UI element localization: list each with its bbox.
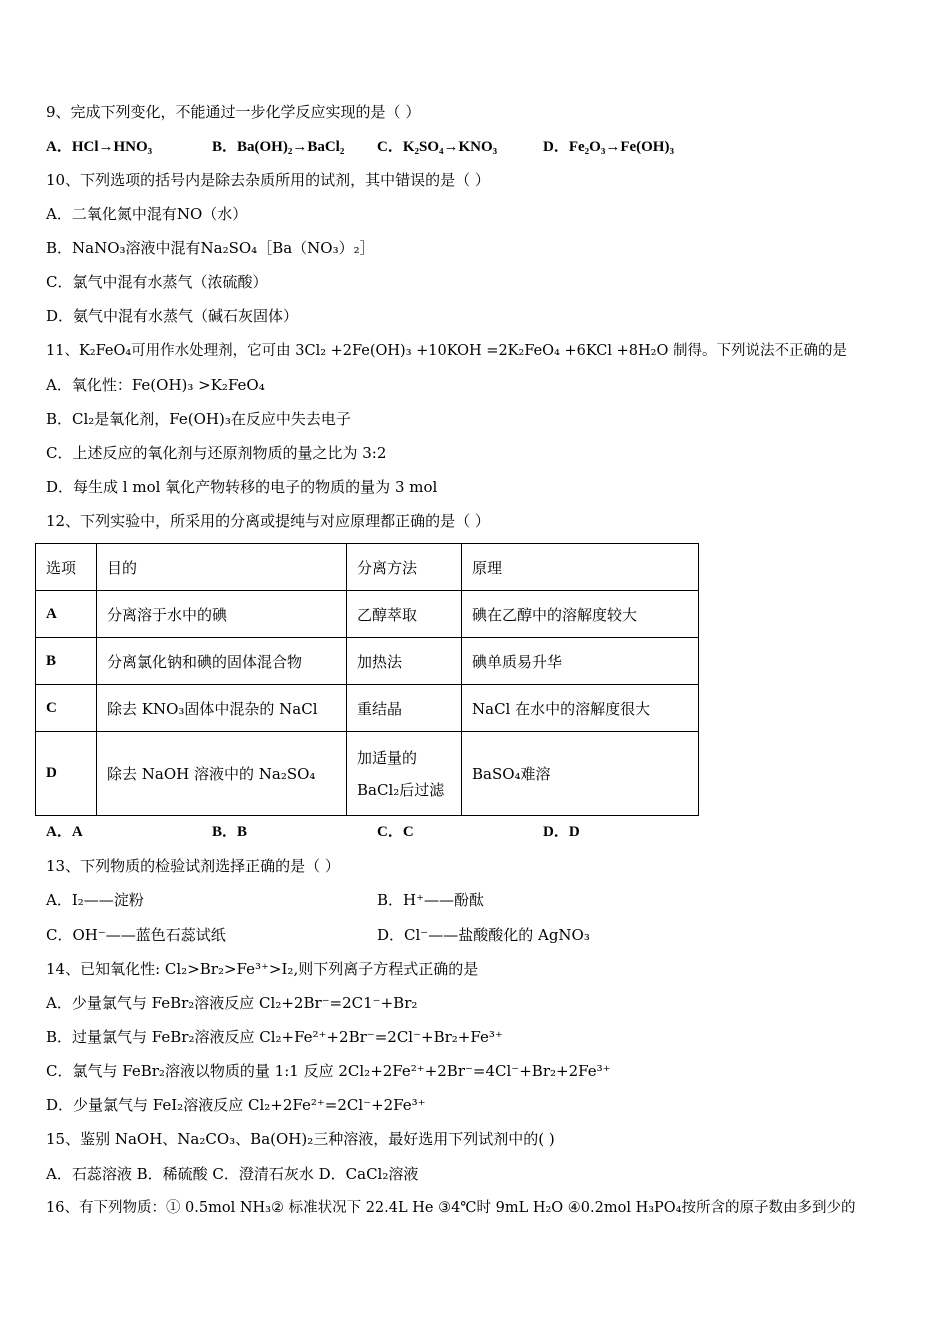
q13-option-d: D．Cl⁻——盐酸酸化的 AgNO₃: [377, 926, 590, 944]
q14-option-c: C．氯气与 FeBr₂溶液以物质的量 1:1 反应 2Cl₂+2Fe²⁺+2Br⁻=4Cl⁻+Br₂+2Fe³⁺: [46, 1062, 611, 1080]
row-c-principle: NaCl 在水中的溶解度很大: [462, 685, 699, 732]
row-a-label: A: [36, 591, 97, 638]
header-method: 分离方法: [347, 544, 462, 591]
q14-option-a: A．少量氯气与 FeBr₂溶液反应 Cl₂+2Br⁻=2C1⁻+Br₂: [46, 994, 418, 1012]
q16-stem: 16、有下列物质：① 0.5mol NH₃② 标准状况下 22.4L He ③4℃时 9mL H₂O ④0.2mol H₃PO₄按所含的原子数由多到少的: [46, 1200, 856, 1216]
table-row: [36, 638, 699, 685]
q11-option-a: A．氧化性：Fe(OH)₃ >K₂FeO₄: [46, 376, 265, 394]
row-d-method: [347, 732, 462, 816]
table-row: [36, 591, 699, 638]
q11-stem: 11、K₂FeO₄可用作水处理剂，它可由 3Cl₂ +2Fe(OH)₃ +10KOH =2K₂FeO₄ +6KCl +8H₂O 制得。下列说法不正确的是: [46, 343, 847, 359]
q11-option-c: C．上述反应的氧化剂与还原剂物质的量之比为 3:2: [46, 444, 387, 462]
q13-option-c: C．OH⁻——蓝色石蕊试纸: [46, 926, 226, 944]
q9-option-b: B．Ba(OH)₂→BaCl₂: [212, 139, 345, 155]
row-b-method: 加热法: [347, 638, 462, 685]
row-a-principle: 碘在乙醇中的溶解度较大: [462, 591, 699, 638]
q12-option-c: C．C: [377, 824, 414, 840]
q15-stem: 15、鉴别 NaOH、Na₂CO₃、Ba(OH)₂三种溶液，最好选用下列试剂中的( ): [46, 1130, 555, 1148]
q14-stem: 14、已知氧化性: Cl₂>Br₂>Fe³⁺>I₂,则下列离子方程式正确的是: [46, 960, 479, 978]
q12-table: [35, 543, 699, 816]
q9-option-a: A．HCl→HNO₃: [46, 139, 153, 155]
q13-option-b: B．H⁺——酚酞: [377, 891, 485, 909]
q12-option-b: B．B: [212, 824, 248, 840]
q10-option-b: B．NaNO₃溶液中混有Na₂SO₄［Ba（NO₃）₂］: [46, 239, 375, 257]
row-a-purpose: 分离溶于水中的碘: [97, 591, 347, 638]
row-d-method-line2: BaCl₂后过滤: [357, 780, 445, 799]
q12-option-d: D．D: [543, 824, 580, 840]
header-principle: 原理: [462, 544, 699, 591]
table-row: [36, 685, 699, 732]
table-row: [36, 732, 699, 816]
header-purpose: 目的: [97, 544, 347, 591]
row-c-purpose: 除去 KNO₃固体中混杂的 NaCl: [97, 685, 347, 732]
q10-option-c: C．氯气中混有水蒸气（浓硫酸）: [46, 273, 268, 291]
q9-option-d: D．Fe₂O₃→Fe(OH)₃: [543, 139, 674, 155]
row-a-method: 乙醇萃取: [347, 591, 462, 638]
q12-stem: 12、下列实验中，所采用的分离或提纯与对应原理都正确的是（ ）: [46, 512, 490, 530]
row-d-label: D: [36, 732, 97, 816]
header-option: 选项: [36, 544, 97, 591]
q11-option-b: B．Cl₂是氧化剂，Fe(OH)₃在反应中失去电子: [46, 410, 351, 428]
q14-option-d: D．少量氯气与 FeI₂溶液反应 Cl₂+2Fe²⁺=2Cl⁻+2Fe³⁺: [46, 1096, 426, 1114]
row-c-method: 重结晶: [347, 685, 462, 732]
q10-stem: 10、下列选项的括号内是除去杂质所用的试剂，其中错误的是（ ）: [46, 171, 490, 189]
q15-options: A．石蕊溶液 B．稀硫酸 C．澄清石灰水 D．CaCl₂溶液: [46, 1165, 419, 1183]
q12-option-a: A．A: [46, 824, 83, 840]
row-b-label: B: [36, 638, 97, 685]
q9-option-c: C．K₂SO₄→KNO₃: [377, 139, 498, 155]
row-d-principle: BaSO₄难溶: [462, 732, 699, 816]
q10-option-d: D．氨气中混有水蒸气（碱石灰固体）: [46, 307, 299, 325]
q10-option-a: A．二氧化氮中混有NO（水）: [46, 205, 248, 223]
q13-option-a: A．I₂——淀粉: [46, 891, 144, 909]
table-header-row: [36, 544, 699, 591]
row-d-method-line1: 加适量的: [357, 748, 418, 767]
row-b-purpose: 分离氯化钠和碘的固体混合物: [97, 638, 347, 685]
q11-option-d: D．每生成 l mol 氧化产物转移的电子的物质的量为 3 mol: [46, 478, 438, 496]
row-d-purpose: 除去 NaOH 溶液中的 Na₂SO₄: [97, 732, 347, 816]
row-c-label: C: [36, 685, 97, 732]
row-b-principle: 碘单质易升华: [462, 638, 699, 685]
q9-stem: 9、完成下列变化，不能通过一步化学反应实现的是（ ）: [46, 103, 421, 121]
q14-option-b: B．过量氯气与 FeBr₂溶液反应 Cl₂+Fe²⁺+2Br⁻=2Cl⁻+Br₂+Fe³⁺: [46, 1028, 503, 1046]
q13-stem: 13、下列物质的检验试剂选择正确的是（ ）: [46, 857, 340, 875]
